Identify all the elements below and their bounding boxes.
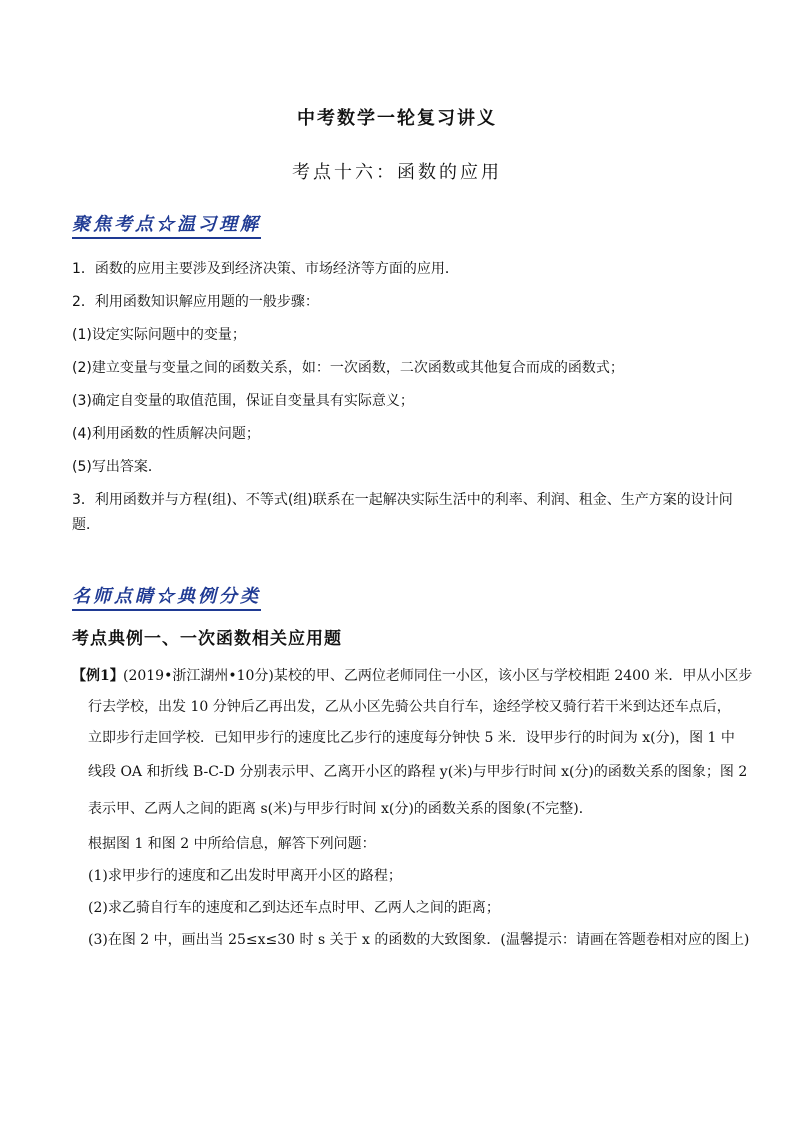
section-heading-examples: 名师点睛☆典例分类 (72, 582, 261, 611)
example-line: 立即步行走回学校．已知甲步行的速度比乙步行的速度每分钟快 5 米．设甲步行的时间为 x(分)，图 1 中 (88, 730, 735, 746)
page-subtitle: 考点十六：函数的应用 (292, 162, 502, 183)
section1-line: (4)利用函数的性质解决问题； (72, 426, 260, 442)
section1-line: (5)写出答案． (72, 459, 162, 475)
example-line: (3)在图 2 中，画出当 25≤x≤30 时 s 关于 x 的函数的大致图象．(温馨提示：请画在答题卷相对应的图上) (88, 932, 750, 948)
example-line: (2)求乙骑自行车的速度和乙到达还车点时甲、乙两人之间的距离； (88, 900, 500, 916)
section1-line: 2．利用函数知识解应用题的一般步骤： (72, 294, 319, 310)
section-heading-review: 聚焦考点☆温习理解 (72, 210, 261, 239)
section1-line: (1)设定实际问题中的变量； (72, 327, 246, 343)
example-tag: 【例1】 (72, 668, 124, 684)
section1-line: 1．函数的应用主要涉及到经济决策、市场经济等方面的应用． (72, 261, 459, 277)
example-line: (1)求甲步行的速度和乙出发时甲离开小区的路程； (88, 868, 402, 884)
section1-line: (3)确定自变量的取值范围，保证自变量具有实际意义； (72, 393, 414, 409)
section1-line: 题． (72, 517, 100, 533)
example-line: 行去学校，出发 10 分钟后乙再出发，乙从小区先骑公共自行车，途经学校又骑行若干米到达还车点后， (88, 699, 731, 715)
example-subheading: 考点典例一、一次函数相关应用题 (72, 629, 342, 649)
page-title: 中考数学一轮复习讲义 (297, 108, 497, 129)
example-line: 表示甲、乙两人之间的距离 s(米)与甲步行时间 x(分)的函数关系的图象(不完整)． (88, 801, 593, 817)
example-line: (2019•浙江湖州•10分)某校的甲、乙两位老师同住一小区，该小区与学校相距 2400 米．甲从小区步 (123, 668, 753, 684)
section1-line: 3．利用函数并与方程(组)、不等式(组)联系在一起解决实际生活中的利率、利润、租金、生产方案的设计问 (72, 492, 733, 508)
example-line: 线段 OA 和折线 B-C-D 分别表示甲、乙离开小区的路程 y(米)与甲步行时间 x(分)的函数关系的图象；图 2 (88, 764, 748, 780)
section1-line: (2)建立变量与变量之间的函数关系，如：一次函数，二次函数或其他复合而成的函数式； (72, 360, 624, 376)
example-line: 根据图 1 和图 2 中所给信息，解答下列问题： (88, 836, 376, 852)
